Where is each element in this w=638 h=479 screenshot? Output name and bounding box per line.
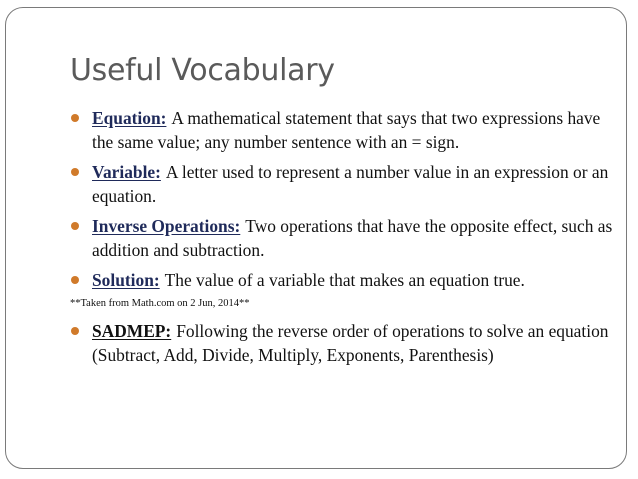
bullet-icon [71, 168, 79, 176]
list-item-inverse-operations [70, 214, 618, 262]
list-item-equation [70, 106, 618, 154]
term-solution: Solution: [92, 270, 160, 290]
term-sadmep: SADMEP: [92, 321, 172, 341]
definition-sadmep: Following the reverse order of operations to solve an equation (Subtract, Add, Divide, Multiply, Exponents, Parenthesis) [92, 321, 609, 365]
definition-equation: A mathematical statement that says that two expressions have the same value; any number sentence with an = sign. [92, 108, 601, 152]
bullet-icon [71, 327, 79, 335]
list-item-sadmep [70, 319, 618, 367]
term-variable: Variable: [92, 162, 161, 182]
list-item-solution [70, 268, 618, 292]
list-item-variable [70, 160, 618, 208]
bullet-icon [71, 276, 79, 284]
bullet-icon [71, 114, 79, 122]
term-inverse-operations: Inverse Operations: [92, 216, 241, 236]
term-equation: Equation: [92, 108, 167, 128]
source-note: **Taken from Math.com on 2 Jun, 2014** [70, 298, 250, 309]
definition-inverse-operations: Two operations that have the opposite effect, such as addition and subtraction. [92, 216, 613, 260]
definition-variable: A letter used to represent a number value in an expression or an equation. [92, 162, 609, 206]
slide-title: Useful Vocabulary [70, 53, 335, 88]
vocabulary-list [70, 106, 618, 373]
definition-solution: The value of a variable that makes an equation true. [164, 270, 525, 290]
bullet-icon [71, 222, 79, 230]
